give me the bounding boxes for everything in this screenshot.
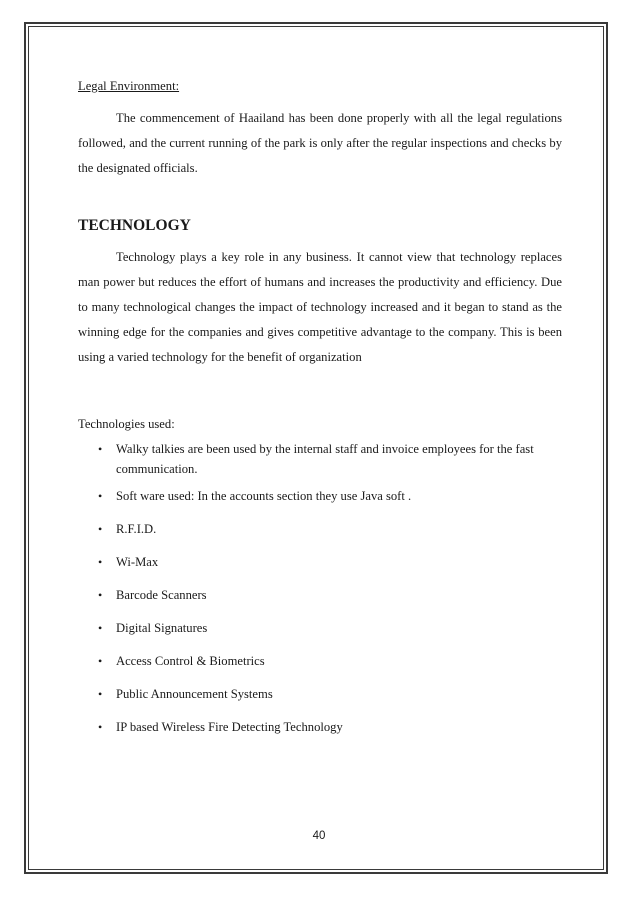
list-item-text: Wi-Max xyxy=(116,555,159,569)
list-item xyxy=(78,585,562,605)
technologies-used-title: Technologies used: xyxy=(78,417,175,431)
list-item-text: Soft ware used: In the accounts section they use Java soft . xyxy=(116,489,412,503)
bullet-icon: • xyxy=(98,654,103,668)
bullet-icon: • xyxy=(98,522,103,536)
list-item xyxy=(78,519,562,539)
bullet-icon: • xyxy=(98,555,103,569)
list-item xyxy=(78,618,562,638)
list-item-text: Public Announcement Systems xyxy=(116,687,273,701)
list-item-text: Access Control & Biometrics xyxy=(116,654,265,668)
legal-environment-heading: Legal Environment: xyxy=(78,79,180,93)
legal-environment-paragraph: The commencement of Haailand has been done properly with all the legal regulations followed, and the current running of the park is only after the regular inspections and checks by the designated officials. xyxy=(78,111,562,175)
list-item-text: Barcode Scanners xyxy=(116,588,207,602)
bullet-icon: • xyxy=(98,588,103,602)
bullet-icon: • xyxy=(98,720,103,734)
list-item-text: Digital Signatures xyxy=(116,621,208,635)
list-item-text: R.F.I.D. xyxy=(116,522,157,536)
page-content xyxy=(78,76,562,750)
bullet-icon: • xyxy=(98,442,103,456)
list-item xyxy=(78,717,562,737)
technologies-list xyxy=(78,439,562,737)
list-item xyxy=(78,651,562,671)
bullet-icon: • xyxy=(98,687,103,701)
bullet-icon: • xyxy=(98,489,103,503)
list-item-text: IP based Wireless Fire Detecting Technology xyxy=(116,720,343,734)
technology-heading: TECHNOLOGY xyxy=(78,217,191,234)
list-item xyxy=(78,486,562,506)
page-number: 40 xyxy=(312,830,326,842)
list-item-text: Walky talkies are been used by the internal staff and invoice employees for the fast communication. xyxy=(116,442,534,476)
list-item xyxy=(78,439,562,479)
list-item xyxy=(78,684,562,704)
list-item xyxy=(78,552,562,572)
technology-paragraph: Technology plays a key role in any business. It cannot view that technology replaces man power but reduces the effort of humans and increases the productivity and efficiency. Due to many technological changes the impact of technology increased and it began to stand as the winning edge for the companies and gives competitive advantage to the company. This is been using a varied technology for the benefit of organization xyxy=(78,250,562,364)
bullet-icon: • xyxy=(98,621,103,635)
